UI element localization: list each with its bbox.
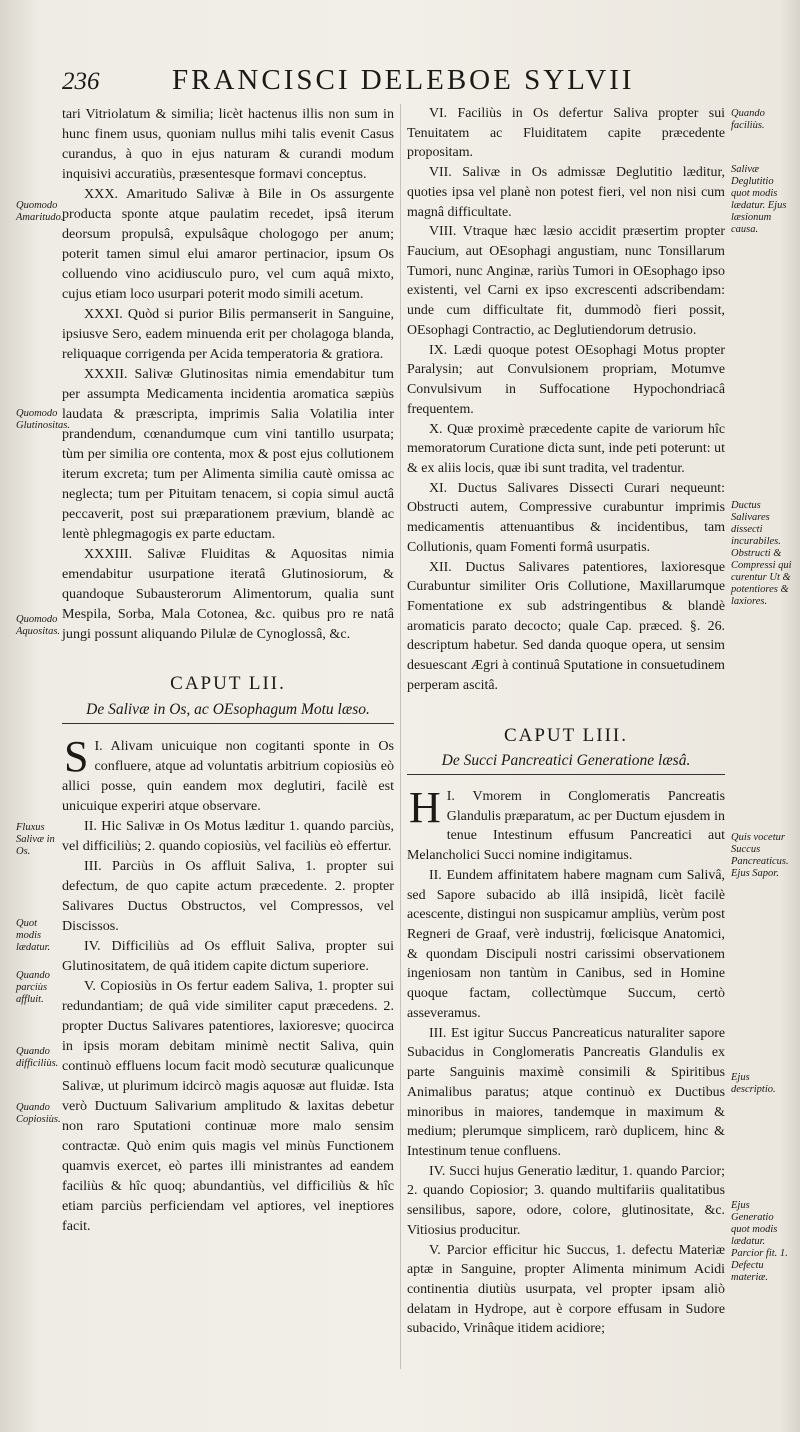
paragraph: III. Parciùs in Os affluit Saliva, 1. propter sui defectum, de quo capite actum præcedente. 2. propter Salivares Ductus Obstructos, vel Compressos, vel Discissos. (62, 858, 394, 934)
paragraph: VII. Salivæ in Os admissæ Deglutitio læditur, quoties ipsa vel planè non potest fieri, vel non nisi cum magnâ difficultate. (407, 165, 725, 220)
chapter-subtitle: De Succi Pancreatici Generatione læsâ. (407, 751, 725, 775)
paragraph: VI. Faciliùs in Os defertur Saliva propter sui Tenuitatem ac Fluiditatem capite præcedente propositam. (407, 106, 725, 161)
margin-note: Ejus descriptio. (731, 1072, 776, 1095)
paragraph: XII. Ductus Salivares patentiores, laxioresque Curabuntur similiter Oris Collutione, Maxillarumque Fomentatione ex sub adstringentibus & blandè aromaticis parato decocto; quale Cap. præced. §. 26. descriptum habetur. Sed danda quoque opera, ut sensim desuescant Ægri à continuâ Sputatione in consuetudinem perperam ascitâ. (407, 559, 725, 693)
paragraph: III. Est igitur Succus Pancreaticus naturaliter sapore Subacidus in Conglomeratis Pancreatis Glandulis ex parte Sanguinis maximè consimili & Spiritibus Animalibus paratus; atque continuò ex Ductibus minoribus in maiores, tandemque in maximum & medium; plerumque simplicem, rarò duplicem, hinc & Intestinum tenue confluens. (407, 1025, 725, 1159)
paragraph: X. Quæ proximè præcedente capite de variorum hîc memoratorum Curatione dicta sunt, inde peti poterunt: ut & ex aliis locis, quæ ibi sunt tradita, vel tradentur. (407, 421, 725, 476)
paragraph: I. Alivam unicuique non cogitanti sponte in Os confluere, atque ad voluntatis arbitrium copiosiùs eò allici posse, quin eandem mox deglutiri, facilè est unicuique experiri atque observare. (62, 738, 394, 814)
margin-note: Quis vocetur Succus Pancreaticus. Ejus Sapor. (731, 832, 789, 879)
chapter-title: CAPUT LII. (170, 673, 286, 694)
margin-note: Quomodo Amaritudo. (16, 200, 64, 223)
paragraph: II. Eundem affinitatem habere magnam cum Salivâ, sed Sapore subacido ab illâ insipidâ, licèt facilè acescente, distingui non suspicamur ampliùs, verùm post Regneri de Graaf, verè industrij, fœlicisque Anatomici, & quondam Discipuli nostri carissimi observationem ingeniosam non tantùm in Canibus, sed in Homine quoque factam, collectùmque Succum, certò asseveramus. (407, 867, 725, 1021)
margin-note: Salivæ Deglutitio quot modis lædatur. Ejus læsionum causa. (731, 164, 787, 235)
paragraph: IX. Lædi quoque potest OEsophagi Motus propter Paralysin; aut Convulsionem propriam, Motumve Convulsivum in Suffocatione Hypochondriacâ frequentem. (407, 342, 725, 417)
paragraph: tari Vitriolatum & similia; licèt hactenus illis non sum in hunc finem usus, quoniam nullus mihi talis evenit Casus curandus, à quo in ejus naturam & curandi modum inquisivi accuratiùs, præsentesque formavi conceptus. (62, 106, 394, 182)
margin-note: Quomodo Aquositas. (16, 614, 61, 637)
margin-note: Quot modis lædatur. (16, 918, 51, 953)
paragraph: V. Copiosiùs in Os fertur eadem Saliva, 1. propter sui redundantiam; de quâ vide similiter caput præcedens. 2. propter Ductus Salivares patentiores, laxioresve; quocirca in ipsis moram debitam minimè nectit Saliva, quin continuò effluens locum facit modò secuturæ qualicunque Salivæ, ut plurimum idcircò magis aquosæ aut fluidæ. Ista verò Ductuum Salivarium amplitudo & laxitas debetur non raro Sputationi continuæ more malo sensim contractæ. Quò enim quis magis vel minùs Functionem quamvis exercet, eò partes illi ministrantes ad eandem faciliùs & hîc quoq; abundantiùs, vel difficiliùs & hîc etiam parciùs perficiendam vel aptiores, vel ineptiores facit. (62, 978, 394, 1234)
margin-note: Quomodo Glutinositas. (16, 408, 70, 431)
paragraph: XXXI. Quòd si purior Bilis permanserit in Sanguine, ipsiusve Sero, eadem minuenda erit per cholagoga blanda, reliquaque corrigenda per Acida temperatoria & gratiora. (62, 306, 394, 362)
paragraph: V. Parcior efficitur hic Succus, 1. defectu Materiæ aptæ in Sanguine, propter Alimenta minimum Acidi continentia diutiùs usurpata, vel propter ipsam aliò delatam in Hydrope, aut è corpore effusam in Sudore subacido, Vrinâque itidem acidiore; (407, 1242, 725, 1337)
margin-note: Ejus Generatio quot modis lædatur. Parcior fit. 1. Defectu materiæ. (731, 1200, 788, 1283)
running-title: FRANCISCI DELEBOE SYLVII (172, 64, 635, 96)
paragraph: VIII. Vtraque hæc læsio accidit præsertim propter Faucium, aut OEsophagi angustiam, nunc Tonsillarum Tumori, nunc Anginæ, rariùs Tumori in OEsophago ipso existenti, vel Carni ex ipso excrescenti adscribendam: unde cum difficultate fit, dummodò fieri possit, OEsophagi Contractio, ac Deglutiendorum detrusio. (407, 224, 725, 338)
paragraph: IV. Difficiliùs ad Os effluit Saliva, propter sui Glutinositatem, de quâ itidem capite dictum superiore. (62, 938, 394, 974)
page-number: 236 (62, 68, 100, 95)
margin-note: Quando Copiosiùs. (16, 1102, 61, 1125)
margin-note: Quando difficiliùs. (16, 1046, 59, 1069)
margin-note: Quando faciliùs. (731, 108, 765, 131)
margin-note: Ductus Salivares dissecti incurabiles. Obstructi & Compressi qui curentur Ut & potentiores & laxiores. (731, 500, 792, 607)
drop-cap: S (64, 732, 89, 781)
right-column (407, 104, 725, 1339)
margin-note: Quando parciùs affluit. (16, 970, 50, 1005)
paragraph: I. Vmorem in Conglomeratis Pancreatis Glandulis præparatum, ac per Ductum ejusdem in tenue Intestinum effusum Pancreatici aut Melancholici Succi nomine indigitamus. (407, 789, 725, 864)
page-header (62, 64, 762, 100)
chapter-subtitle: De Salivæ in Os, ac OEsophagum Motu læso. (62, 700, 394, 724)
paragraph: XXX. Amaritudo Salivæ à Bile in Os assurgente producta sponte atque paulatim recedet, ipsâ iterum deorsum propulsâ, expulsâque chologogo per anum; poterit tamen simul elui amaror pertinacior, ipsum Os colluendo vino acidiusculo puro, vel cum aquâ mixto, cujus etiam loco usurpari poterit modo simili acetum. (62, 186, 394, 302)
paragraph: XI. Ductus Salivares Dissecti Curari nequeunt: Obstructi autem, Compressive curabuntur imprimis medicamentis attenuantibus & incidentibus, tam Collutionis, quam Fomenti formâ usurpatis. (407, 480, 725, 555)
paragraph: XXXIII. Salivæ Fluiditas & Aquositas nimia emendabitur usurpatione iteratâ Glutinosiorum, & quandoque Subausterorum Alimentorum, qualia sunt Mespila, Sorba, Mala Cotonea, &c. quibus pro re natâ jungi possunt aliquando Pilulæ de Cynoglossâ, &c. (62, 546, 394, 642)
left-column (62, 104, 394, 1236)
paragraph: II. Hic Salivæ in Os Motus læditur 1. quando parciùs, vel difficiliùs; 2. quando copiosiùs, vel faciliùs eò effertur. (62, 818, 394, 854)
margin-note: Fluxus Salivæ in Os. (16, 822, 55, 857)
column-divider (400, 104, 401, 1369)
paragraph: XXXII. Salivæ Glutinositas nimia emendabitur tum per assumpta Medicamenta incidentia aromatica sæpiùs laudata & præscripta, imprimis Salia Volatilia inter prandendum, cœnandumque cum vini tantillo usurpata; tùm per similia ore contenta, mox & post ejus collutionem iterum excreta; tum per Alimenta similia cautè omissa ac neglecta; tum per Pituitam tenacem, si copia simul auctâ peccaverit, post sui præparationem prævium, blandè ac lentè phlegmagogis ex parte eductam. (62, 366, 394, 542)
paragraph: IV. Succi hujus Generatio læditur, 1. quando Parcior; 2. quando Copiosior; 3. quando multifariis qualitatibus sensilibus, sapore, odore, colore, glutinositate, &c. Vitiosius producitur. (407, 1163, 725, 1238)
drop-cap: H (409, 783, 441, 832)
chapter-title: CAPUT LIII. (503, 724, 629, 746)
